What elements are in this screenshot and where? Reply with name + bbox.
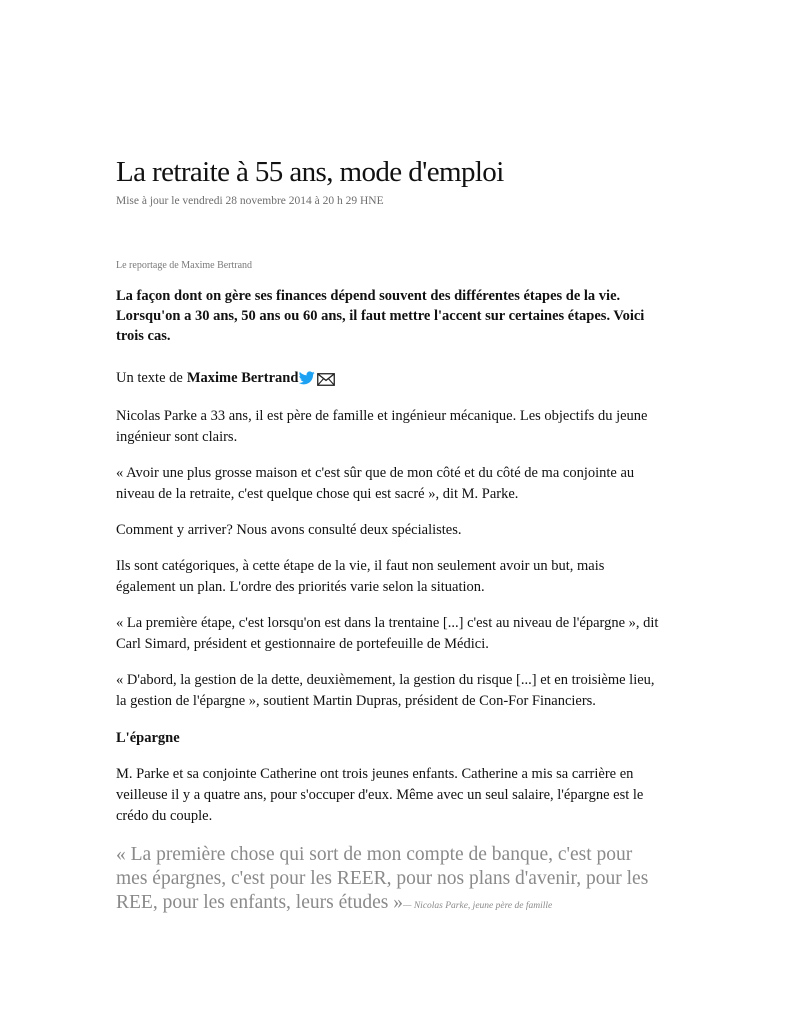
byline <box>116 368 661 388</box>
paragraph: « Avoir une plus grosse maison et c'est sûr que de mon côté et du côté de ma conjointe au niveau de la retraite, c'est quelque chose qui est sacré », dit M. Parke. <box>116 465 635 502</box>
mail-icon[interactable] <box>317 372 335 385</box>
paragraph: Comment y arriver? Nous avons consulté deux spécialistes. <box>116 522 462 538</box>
section-heading: L'épargne <box>116 730 180 746</box>
update-timestamp: Mise à jour le vendredi 28 novembre 2014 à 20 h 29 HNE <box>116 195 384 207</box>
report-credit: Le reportage de Maxime Bertrand <box>116 260 253 271</box>
paragraph: « D'abord, la gestion de la dette, deuxièmement, la gestion du risque [...] et en troisième lieu, la gestion de l'épargne », soutient Martin Dupras, président de Con-For Financiers. <box>116 672 655 709</box>
paragraph: Ils sont catégoriques, à cette étape de la vie, il faut non seulement avoir un but, mais également un plan. L'ordre des priorités varie selon la situation. <box>116 558 605 595</box>
byline-prefix: Un texte de <box>116 370 183 386</box>
paragraph: M. Parke et sa conjointe Catherine ont trois jeunes enfants. Catherine a mis sa carrière en veilleuse il y a quatre ans, pour s'occuper d'eux. Même avec un seul salaire, l'épargne est le crédo du couple. <box>116 766 644 824</box>
article-lede: La façon dont on gère ses finances dépend souvent des différentes étapes de la vie. Lorsqu'on a 30 ans, 50 ans ou 60 ans, il faut mettre l'accent sur certaines étapes. Voici trois cas. <box>116 288 645 344</box>
paragraph: « La première étape, c'est lorsqu'on est dans la trentaine [...] c'est au niveau de l'épargne », dit Carl Simard, président et gestionnaire de portefeuille de Médici. <box>116 615 659 652</box>
article-title: La retraite à 55 ans, mode d'emploi <box>116 156 504 188</box>
author-name[interactable]: Maxime Bertrand <box>186 370 299 386</box>
paragraph: Nicolas Parke a 33 ans, il est père de famille et ingénieur mécanique. Les objectifs du jeune ingénieur sont clairs. <box>116 408 648 445</box>
pull-quote-text: « La première chose qui sort de mon compte de banque, c'est pour mes épargnes, c'est pour les REER, pour nos plans d'avenir, pour les REE, pour les enfants, leurs études » <box>116 844 649 913</box>
pull-quote-attribution: — Nicolas Parke, jeune père de famille <box>403 901 553 911</box>
article <box>116 155 661 918</box>
pull-quote <box>116 843 661 918</box>
twitter-icon[interactable] <box>299 371 315 385</box>
